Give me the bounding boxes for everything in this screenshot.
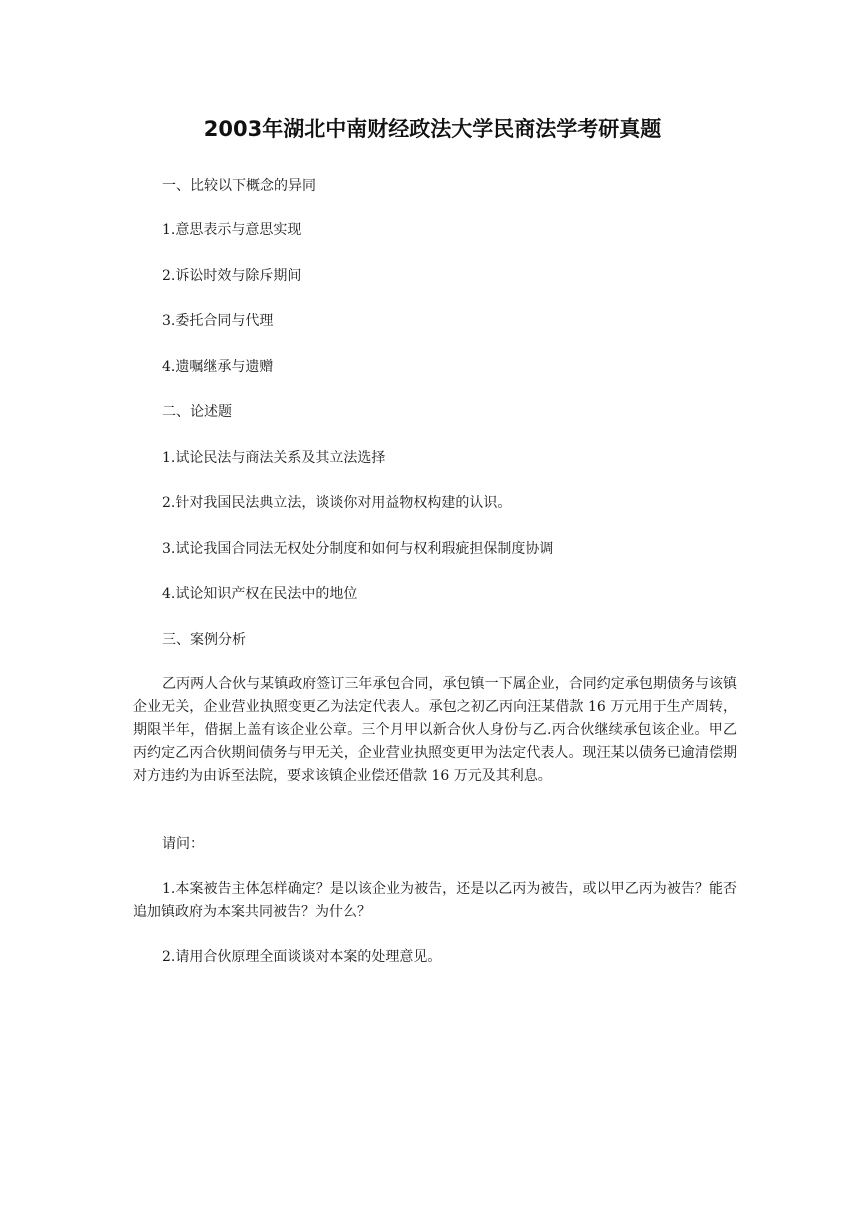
page-title: 2003年湖北中南财经政法大学民商法学考研真题	[203, 117, 662, 141]
section-2-item-4: 4.试论知识产权在民法中的地位	[162, 586, 358, 602]
section-1-heading: 一、比较以下概念的异同	[162, 178, 316, 194]
case-paragraph: 乙丙两人合伙与某镇政府签订三年承包合同，承包镇一下属企业，合同约定承包期债务与该镇企业无关，企业营业执照变更乙为法定代表人。承包之初乙丙向汪某借款 16 万元用于生产周转，期限半年，借据上盖有该企业公章。三个月甲以新合伙人身份与乙.丙合伙继续承包该企业。甲乙丙约定乙丙合伙期间债务与甲无关，企业营业执照变更甲为法定代表人。现汪某以债务已逾清偿期对方违约为由诉至法院，要求该镇企业偿还借款 16 万元及其利息。	[133, 676, 737, 784]
section-1-item-4: 4.遗嘱继承与遗赠	[162, 359, 274, 375]
section-1-item-1: 1.意思表示与意思实现	[162, 222, 302, 238]
section-1-item-2: 2.诉讼时效与除斥期间	[162, 268, 302, 284]
section-3-heading: 三、案例分析	[162, 632, 246, 648]
section-2-item-1: 1.试论民法与商法关系及其立法选择	[162, 450, 386, 466]
question-prompt: 请问：	[162, 836, 204, 852]
question-2: 2.请用合伙原理全面谈谈对本案的处理意见。	[162, 949, 442, 965]
question-1: 1.本案被告主体怎样确定？是以该企业为被告，还是以乙丙为被告，或以甲乙丙为被告？能否追加镇政府为本案共同被告？为什么？	[133, 881, 737, 920]
section-2-item-3: 3.试论我国合同法无权处分制度和如何与权利瑕疵担保制度协调	[162, 541, 554, 557]
section-2-item-2: 2.针对我国民法典立法，谈谈你对用益物权构建的认识。	[162, 495, 512, 511]
section-2-heading: 二、论述题	[162, 404, 232, 420]
section-1-item-3: 3.委托合同与代理	[162, 313, 274, 329]
